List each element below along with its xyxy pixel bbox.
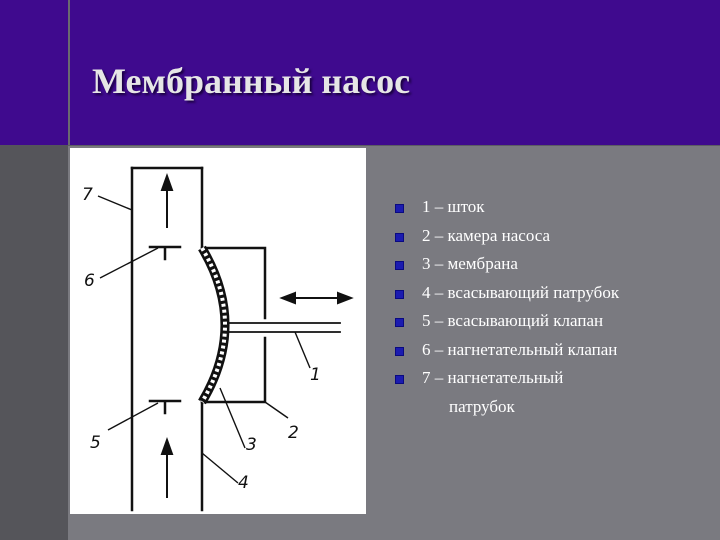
legend-item-continuation: патрубок [449, 396, 515, 416]
legend-item: 2 – камера насоса [392, 222, 619, 251]
legend-item: 5 – всасывающий клапан [392, 307, 619, 336]
legend-item: 6 – нагнетательный клапан [392, 336, 619, 365]
legend-item: 3 – мембрана [392, 250, 619, 279]
legend-item: 1 – шток [392, 193, 619, 222]
legend-item: 7 – нагнетательный [392, 364, 619, 393]
title-divider [68, 0, 70, 145]
title-bar [0, 0, 720, 145]
legend-list [392, 193, 619, 421]
left-band [0, 145, 68, 540]
pump-diagram-svg [70, 148, 366, 514]
label-5: 5 [90, 433, 101, 453]
rod [227, 323, 340, 332]
suction-valve [150, 401, 180, 413]
label-1: 1 [310, 365, 321, 385]
pump-diagram [70, 148, 366, 514]
discharge-valve [150, 247, 180, 259]
label-7: 7 [82, 185, 93, 205]
label-2: 2 [288, 423, 299, 443]
slide-title: Мембранный насос [92, 61, 411, 101]
label-4: 4 [238, 473, 249, 493]
divider-line [68, 145, 720, 146]
legend-item: 4 – всасывающий патрубок [392, 279, 619, 308]
label-6: 6 [84, 271, 95, 291]
label-3: 3 [246, 435, 257, 455]
